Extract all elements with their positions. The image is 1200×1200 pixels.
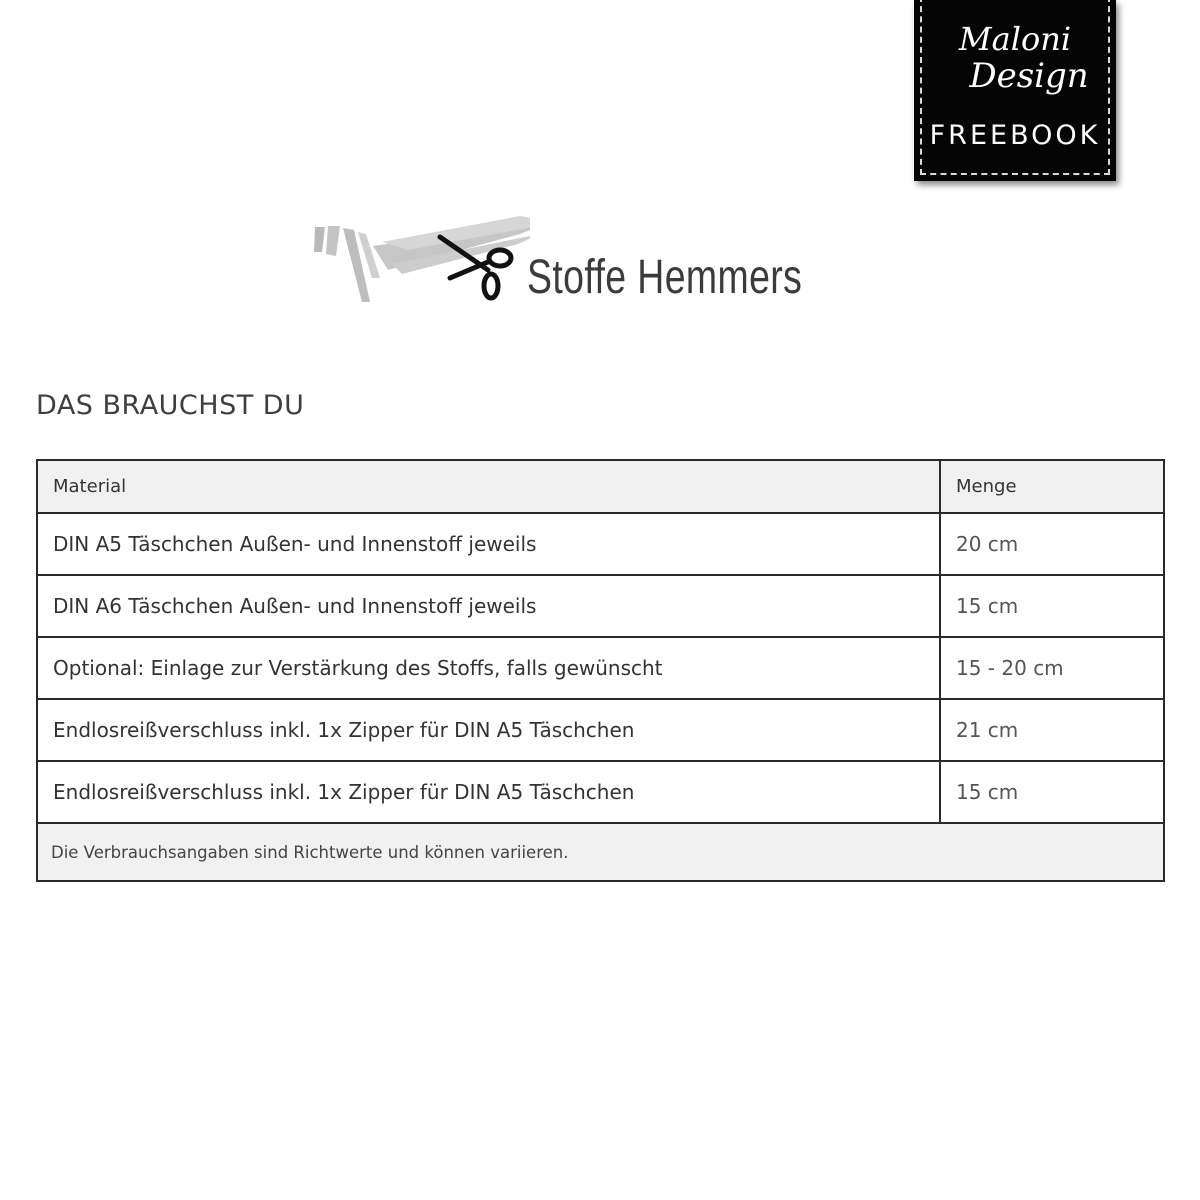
column-header-menge: Menge (940, 460, 1164, 513)
table-row (37, 637, 1164, 699)
table-header-row (37, 460, 1164, 513)
quantity-cell: 20 cm (940, 513, 1164, 575)
logo-text: Stoffe Hemmers (527, 251, 803, 304)
material-cell: Endlosreißverschluss inkl. 1x Zipper für DIN A5 Täschchen (37, 699, 940, 761)
material-cell: DIN A5 Täschchen Außen- und Innenstoff jeweils (37, 513, 940, 575)
quantity-cell: 21 cm (940, 699, 1164, 761)
material-cell: DIN A6 Täschchen Außen- und Innenstoff jeweils (37, 575, 940, 637)
table-footer-row (37, 823, 1164, 881)
table-row (37, 761, 1164, 823)
materials-table (36, 459, 1165, 882)
material-cell: Endlosreißverschluss inkl. 1x Zipper für DIN A5 Täschchen (37, 761, 940, 823)
freebook-badge (914, 0, 1116, 181)
quantity-cell: 15 cm (940, 575, 1164, 637)
quantity-cell: 15 - 20 cm (940, 637, 1164, 699)
badge-label: FREEBOOK (929, 120, 1101, 151)
badge-brand-line2: Design (969, 56, 1089, 96)
badge-brand-line1: Maloni (958, 20, 1072, 58)
fabric-scissors-icon (310, 212, 530, 312)
page-title: DAS BRAUCHST DU (36, 390, 305, 421)
column-header-material: Material (37, 460, 940, 513)
table-row (37, 575, 1164, 637)
material-cell: Optional: Einlage zur Verstärkung des Stoffs, falls gewünscht (37, 637, 940, 699)
footer-note: Die Verbrauchsangaben sind Richtwerte und können variieren. (37, 823, 1164, 881)
table-row (37, 513, 1164, 575)
table-row (37, 699, 1164, 761)
quantity-cell: 15 cm (940, 761, 1164, 823)
